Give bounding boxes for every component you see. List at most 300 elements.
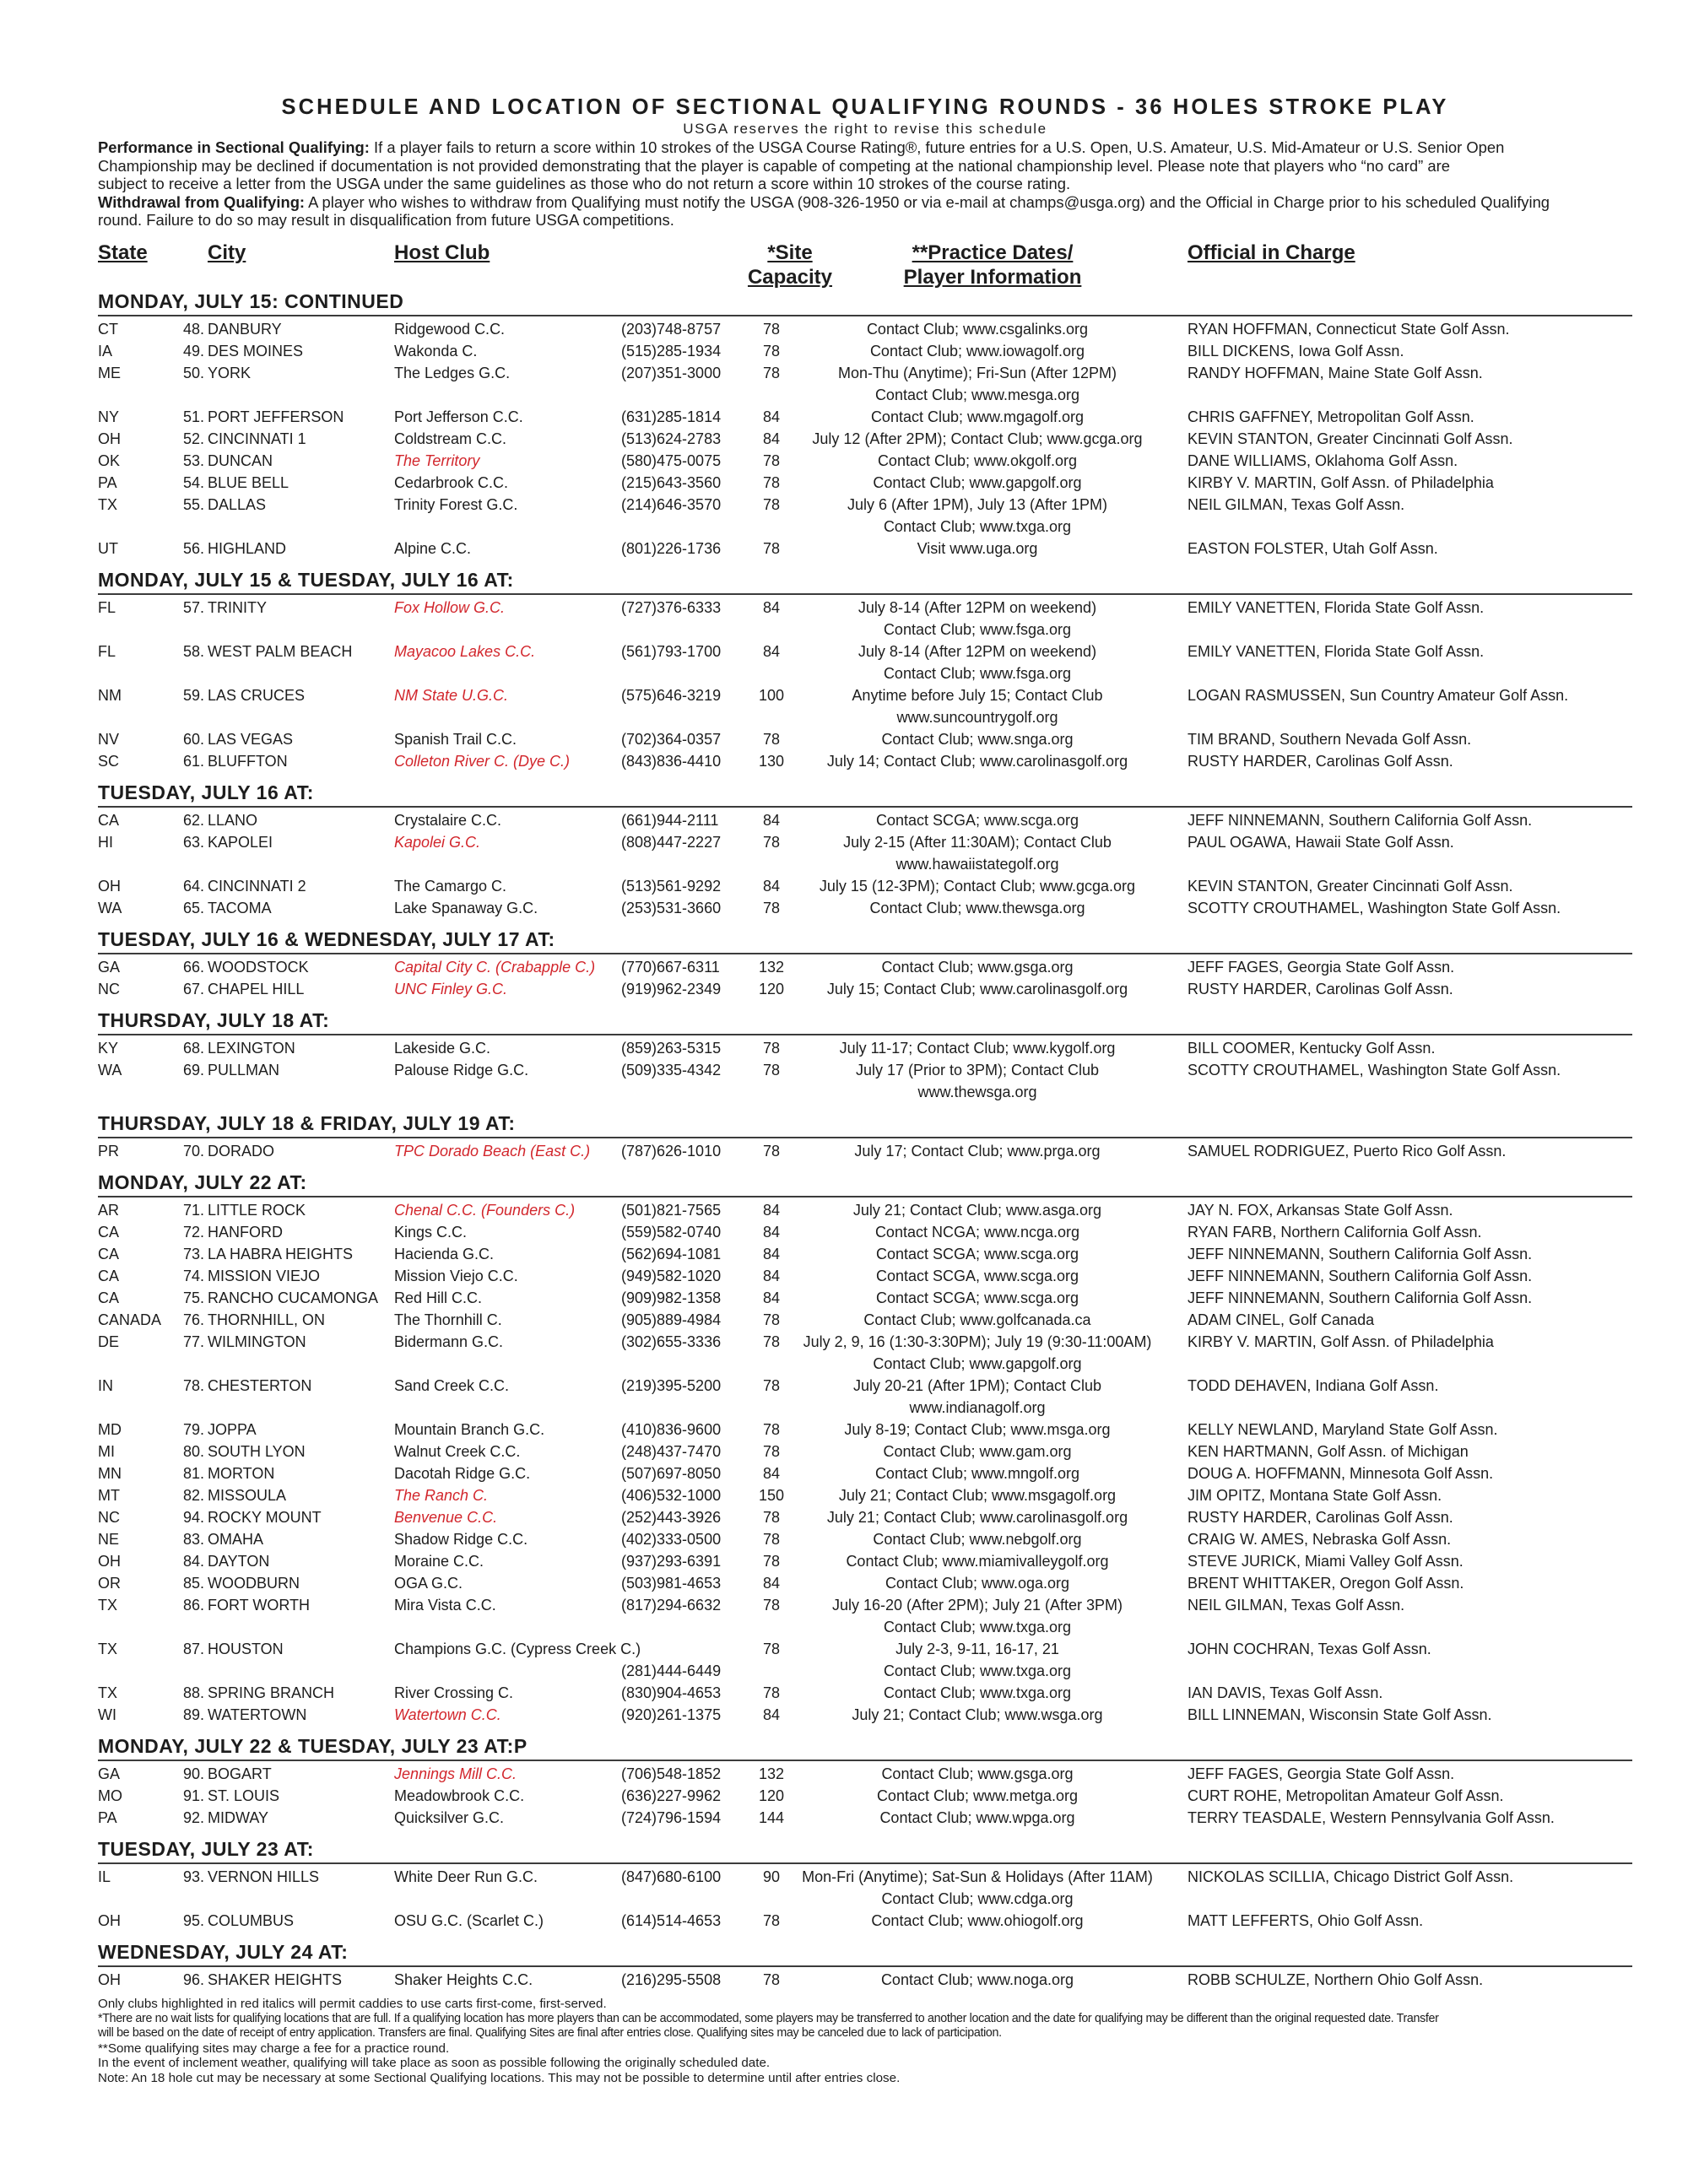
cell-city: DUNCAN — [208, 451, 273, 469]
cell-phone: (575)646-3219 — [621, 686, 722, 704]
cell-practice-info — [783, 1594, 1171, 1638]
column-headers — [98, 241, 1632, 289]
cell-city: OMAHA — [208, 1530, 264, 1548]
cell-state: OH — [98, 1911, 121, 1929]
cell-official: KIRBY V. MARTIN, Golf Assn. of Philadelphia — [1188, 473, 1494, 491]
schedule-sections — [98, 289, 1632, 1991]
cell-practice-info — [783, 1638, 1171, 1682]
cell-host-club: OGA G.C. — [394, 1574, 463, 1592]
cell-site-number: 54. — [182, 473, 204, 491]
practice-line: Contact Club; www.gapgolf.org — [873, 473, 1082, 491]
cell-official: NICKOLAS SCILLIA, Chicago District Golf Assn. — [1188, 1868, 1514, 1885]
cell-site-number: 81. — [182, 1464, 204, 1482]
cell-state: TX — [98, 1684, 118, 1701]
practice-line: Contact Club; www.thewsga.org — [869, 899, 1085, 916]
practice-line: July 17; Contact Club; www.prga.org — [854, 1142, 1101, 1160]
cell-host-club: Watertown C.C. — [394, 1706, 501, 1723]
practice-line: Contact Club; www.nebgolf.org — [873, 1530, 1082, 1548]
cell-official: RYAN FARB, Northern California Golf Assn. — [1188, 1223, 1482, 1241]
cell-host-club: Lakeside G.C. — [394, 1039, 491, 1057]
cell-practice-info — [783, 978, 1171, 1000]
cell-phone: (727)376-6333 — [621, 598, 722, 616]
cell-site-number: 91. — [182, 1787, 204, 1804]
cell-phone: (219)395-5200 — [621, 1376, 722, 1394]
cell-city: MORTON — [208, 1464, 275, 1482]
cell-capacity: 78 — [762, 1311, 781, 1328]
cell-phone: (501)821-7565 — [621, 1201, 722, 1219]
cell-practice-info — [783, 538, 1171, 560]
cell-host-club: Mission Viejo C.C. — [394, 1267, 518, 1284]
cell-host-club: Dacotah Ridge G.C. — [394, 1464, 531, 1482]
cell-practice-info — [783, 831, 1171, 875]
cell-state: GA — [98, 958, 121, 976]
cell-practice-info — [783, 428, 1171, 450]
cell-city: YORK — [208, 364, 252, 381]
cell-official: BILL DICKENS, Iowa Golf Assn. — [1188, 342, 1404, 359]
section-title: WEDNESDAY, JULY 24 AT: — [98, 1940, 1632, 1967]
practice-line: Contact Club; www.txga.org — [883, 1684, 1072, 1701]
cell-phone: (724)796-1594 — [621, 1808, 722, 1826]
cell-capacity: 90 — [762, 1868, 781, 1885]
cell-official: SCOTTY CROUTHAMEL, Washington State Golf Assn. — [1188, 1061, 1561, 1078]
table-row — [98, 406, 1632, 428]
cell-official: TIM BRAND, Southern Nevada Golf Assn. — [1188, 730, 1472, 748]
cell-official: BRENT WHITTAKER, Oregon Golf Assn. — [1188, 1574, 1464, 1592]
cell-host-club: Coldstream C.C. — [394, 430, 507, 447]
cell-state: IA — [98, 342, 113, 359]
cell-practice-info — [783, 684, 1171, 728]
cell-site-number: 73. — [182, 1245, 204, 1262]
cell-city: LLANO — [208, 811, 258, 829]
table-row — [98, 875, 1632, 897]
cell-official: JAY N. FOX, Arkansas State Golf Assn. — [1188, 1201, 1453, 1219]
practice-line: July 2-15 (After 11:30AM); Contact Club — [843, 833, 1112, 851]
cell-host-club: UNC Finley G.C. — [394, 980, 508, 997]
table-row — [98, 1419, 1632, 1441]
cell-site-number: 62. — [182, 811, 204, 829]
cell-state: ME — [98, 364, 121, 381]
practice-line: Contact Club; www.txga.org — [883, 1618, 1072, 1635]
table-row — [98, 1506, 1632, 1528]
cell-practice-info — [783, 1910, 1171, 1932]
cell-capacity: 78 — [762, 1640, 781, 1657]
practice-line: Contact Club; www.txga.org — [883, 517, 1072, 535]
cell-site-number: 96. — [182, 1970, 204, 1988]
cell-city: ROCKY MOUNT — [208, 1508, 322, 1526]
cell-capacity: 78 — [762, 1552, 781, 1570]
practice-line: www.suncountrygolf.org — [896, 708, 1058, 726]
practice-line: Contact SCGA; www.scga.org — [875, 1289, 1079, 1306]
practice-line: Contact Club; www.gsga.org — [881, 1765, 1074, 1782]
cell-capacity: 78 — [762, 539, 781, 557]
cell-host-club: Mayacoo Lakes C.C. — [394, 642, 536, 660]
cell-host-club: Cedarbrook C.C. — [394, 473, 509, 491]
cell-site-number: 51. — [182, 408, 204, 425]
cell-site-number: 56. — [182, 539, 204, 557]
cell-city: MISSOULA — [208, 1486, 287, 1504]
cell-host-club: Chenal C.C. (Founders C.) — [394, 1201, 576, 1219]
cell-capacity: 78 — [762, 730, 781, 748]
cell-site-number: 86. — [182, 1596, 204, 1614]
cell-phone: (631)285-1814 — [621, 408, 722, 425]
cell-capacity: 144 — [758, 1808, 785, 1826]
table-row — [98, 1969, 1632, 1991]
cell-host-club: Mountain Branch G.C. — [394, 1420, 545, 1438]
cell-phone: (770)667-6311 — [621, 958, 720, 976]
table-row — [98, 1785, 1632, 1807]
table-row — [98, 472, 1632, 494]
cell-city: PORT JEFFERSON — [208, 408, 344, 425]
practice-line: Contact Club; www.miamivalleygolf.org — [846, 1552, 1109, 1570]
cell-site-number: 82. — [182, 1486, 204, 1504]
header-capacity — [739, 241, 841, 289]
cell-site-number: 93. — [182, 1868, 204, 1885]
cell-site-number: 70. — [182, 1142, 204, 1160]
cell-practice-info — [783, 1140, 1171, 1162]
cell-host-club: OSU G.C. (Scarlet C.) — [394, 1911, 544, 1929]
cell-site-number: 74. — [182, 1267, 204, 1284]
cell-phone: (859)263-5315 — [621, 1039, 722, 1057]
header-practice — [874, 241, 1111, 289]
cell-official: CURT ROHE, Metropolitan Amateur Golf Assn. — [1188, 1787, 1504, 1804]
practice-line: Contact SCGA; www.scga.org — [875, 1245, 1079, 1262]
cell-state: CANADA — [98, 1311, 162, 1328]
header-capacity-line-2: Capacity — [747, 265, 833, 289]
cell-practice-info — [783, 340, 1171, 362]
schedule-page — [98, 95, 1632, 2086]
practice-line: Visit www.uga.org — [917, 539, 1038, 557]
practice-line: Contact Club; www.golfcanada.ca — [863, 1311, 1091, 1328]
table-row — [98, 1140, 1632, 1162]
cell-official: KIRBY V. MARTIN, Golf Assn. of Philadelphia — [1188, 1333, 1494, 1350]
cell-practice-info — [783, 1506, 1171, 1528]
table-row — [98, 538, 1632, 560]
cell-phone: (252)443-3926 — [621, 1508, 722, 1526]
section-title: MONDAY, JULY 22 AT: — [98, 1170, 1632, 1197]
cell-city: LAS VEGAS — [208, 730, 294, 748]
cell-phone: (402)333-0500 — [621, 1530, 722, 1548]
practice-line: Mon-Fri (Anytime); Sat-Sun & Holidays (After 11AM) — [802, 1868, 1153, 1885]
practice-line: July 17 (Prior to 3PM); Contact Club — [855, 1061, 1100, 1078]
table-row — [98, 1866, 1632, 1910]
cell-state: CT — [98, 320, 118, 338]
cell-state: CA — [98, 1267, 120, 1284]
cell-site-number: 69. — [182, 1061, 204, 1078]
section-rows — [98, 316, 1632, 560]
cell-host-club: Crystalaire C.C. — [394, 811, 502, 829]
practice-line: Contact SCGA, www.scga.org — [875, 1267, 1079, 1284]
cell-city: WATERTOWN — [208, 1706, 307, 1723]
cell-official: JIM OPITZ, Montana State Golf Assn. — [1188, 1486, 1442, 1504]
practice-line: Anytime before July 15; Contact Club — [852, 686, 1103, 704]
table-row — [98, 728, 1632, 750]
section-title: MONDAY, JULY 22 & TUESDAY, JULY 23 AT:P — [98, 1734, 1632, 1761]
cell-site-number: 67. — [182, 980, 204, 997]
page-title: SCHEDULE AND LOCATION OF SECTIONAL QUALIFYING ROUNDS - 36 HOLES STROKE PLAY — [281, 95, 1449, 119]
cell-state: NE — [98, 1530, 120, 1548]
cell-official: JEFF NINNEMANN, Southern California Golf Assn. — [1188, 1289, 1533, 1306]
cell-site-number: 94. — [182, 1508, 204, 1526]
cell-practice-info — [783, 1682, 1171, 1704]
cell-capacity: 78 — [762, 451, 781, 469]
cell-host-club: Champions G.C. (Cypress Creek C.) — [394, 1640, 641, 1657]
cell-city: LITTLE ROCK — [208, 1201, 306, 1219]
cell-official: KELLY NEWLAND, Maryland State Golf Assn. — [1188, 1420, 1498, 1438]
cell-capacity: 78 — [762, 1061, 781, 1078]
cell-practice-info — [783, 1199, 1171, 1221]
cell-site-number: 61. — [182, 752, 204, 770]
cell-city: BLUFFTON — [208, 752, 288, 770]
cell-site-number: 65. — [182, 899, 204, 916]
table-row — [98, 494, 1632, 538]
table-row — [98, 750, 1632, 772]
section-rows — [98, 1197, 1632, 1726]
cell-capacity: 78 — [762, 833, 781, 851]
cell-site-number: 75. — [182, 1289, 204, 1306]
cell-host-club: NM State U.G.C. — [394, 686, 509, 704]
cell-state: PA — [98, 1808, 117, 1826]
cell-city: TACOMA — [208, 899, 272, 916]
cell-phone: (406)532-1000 — [621, 1486, 722, 1504]
cell-city: LEXINGTON — [208, 1039, 295, 1057]
header-official: Official in Charge — [1188, 241, 1355, 264]
cell-phone: (614)514-4653 — [621, 1911, 722, 1929]
cell-state: FL — [98, 642, 116, 660]
practice-line: July 8-19; Contact Club; www.msga.org — [844, 1420, 1111, 1438]
cell-host-club: Kapolei G.C. — [394, 833, 481, 851]
practice-line: July 12 (After 2PM); Contact Club; www.gcga.org — [812, 430, 1143, 447]
cell-city: PULLMAN — [208, 1061, 280, 1078]
table-row — [98, 1704, 1632, 1726]
cell-official: RUSTY HARDER, Carolinas Golf Assn. — [1188, 752, 1453, 770]
practice-line: July 21; Contact Club; www.carolinasgolf.org — [826, 1508, 1128, 1526]
cell-host-club: Palouse Ridge G.C. — [394, 1061, 529, 1078]
cell-city: MISSION VIEJO — [208, 1267, 321, 1284]
practice-line: July 15; Contact Club; www.carolinasgolf.org — [826, 980, 1128, 997]
cell-phone: (808)447-2227 — [621, 833, 722, 851]
cell-capacity: 78 — [762, 1970, 781, 1988]
footnotes — [98, 1997, 1632, 2086]
section-rows — [98, 1138, 1632, 1162]
cell-capacity: 84 — [762, 408, 781, 425]
cell-practice-info — [783, 362, 1171, 406]
cell-city: JOPPA — [208, 1420, 257, 1438]
cell-capacity: 78 — [762, 320, 781, 338]
cell-site-number: 59. — [182, 686, 204, 704]
cell-state: CA — [98, 1223, 120, 1241]
cell-practice-info — [783, 1309, 1171, 1331]
cell-state: OR — [98, 1574, 121, 1592]
practice-line: July 2, 9, 16 (1:30-3:30PM); July 19 (9:30-11:00AM) — [803, 1333, 1152, 1350]
cell-phone: (830)904-4653 — [621, 1684, 722, 1701]
cell-phone: (636)227-9962 — [621, 1787, 722, 1804]
cell-host-club: Ridgewood C.C. — [394, 320, 506, 338]
cell-official: JEFF FAGES, Georgia State Golf Assn. — [1188, 958, 1455, 976]
cell-site-number: 64. — [182, 877, 204, 895]
cell-official: JEFF NINNEMANN, Southern California Golf Assn. — [1188, 1267, 1533, 1284]
cell-official: EASTON FOLSTER, Utah Golf Assn. — [1188, 539, 1438, 557]
cell-site-number: 52. — [182, 430, 204, 447]
cell-state: DE — [98, 1333, 120, 1350]
cell-phone: (216)295-5508 — [621, 1970, 722, 1988]
cell-official: NEIL GILMAN, Texas Golf Assn. — [1188, 1596, 1405, 1614]
cell-practice-info — [783, 406, 1171, 428]
practice-line: Contact SCGA; www.scga.org — [875, 811, 1079, 829]
table-row — [98, 1572, 1632, 1594]
practice-line: Contact NCGA; www.ncga.org — [874, 1223, 1080, 1241]
cell-phone: (513)624-2783 — [621, 430, 722, 447]
cell-capacity: 132 — [758, 1765, 785, 1782]
cell-practice-info — [783, 750, 1171, 772]
cell-capacity: 78 — [762, 1530, 781, 1548]
performance-paragraph — [98, 138, 1632, 193]
practice-line: July 14; Contact Club; www.carolinasgolf.org — [826, 752, 1128, 770]
cell-site-number: 72. — [182, 1223, 204, 1241]
cell-city: HIGHLAND — [208, 539, 287, 557]
footnote-1: Only clubs highlighted in red italics will permit caddies to use carts first-come, first-served. — [98, 1996, 607, 2011]
cell-site-number: 49. — [182, 342, 204, 359]
cell-practice-info — [783, 1243, 1171, 1265]
cell-practice-info — [783, 641, 1171, 684]
cell-capacity: 78 — [762, 1911, 781, 1929]
cell-host-club: Spanish Trail C.C. — [394, 730, 517, 748]
cell-site-number: 68. — [182, 1039, 204, 1057]
practice-line: Contact Club; www.iowagolf.org — [869, 342, 1085, 359]
cell-practice-info — [783, 1550, 1171, 1572]
cell-official: JEFF NINNEMANN, Southern California Golf Assn. — [1188, 811, 1533, 829]
cell-city: CHAPEL HILL — [208, 980, 305, 997]
cell-practice-info — [783, 1037, 1171, 1059]
cell-host-club: Wakonda C. — [394, 342, 478, 359]
cell-practice-info — [783, 897, 1171, 919]
cell-practice-info — [783, 956, 1171, 978]
practice-line: Contact Club; www.gam.org — [883, 1442, 1072, 1460]
cell-state: MN — [98, 1464, 122, 1482]
practice-line: July 20-21 (After 1PM); Contact Club — [852, 1376, 1102, 1394]
cell-city: DALLAS — [208, 495, 267, 513]
cell-phone: (302)655-3336 — [621, 1333, 722, 1350]
practice-line: Mon-Thu (Anytime); Fri-Sun (After 12PM) — [837, 364, 1117, 381]
practice-line: Contact Club; www.txga.org — [883, 1662, 1072, 1679]
cell-city: DANBURY — [208, 320, 282, 338]
section-title: MONDAY, JULY 15 & TUESDAY, JULY 16 AT: — [98, 568, 1632, 595]
practice-line: Contact Club; www.fsga.org — [883, 620, 1072, 638]
practice-line: Contact Club; www.ohiogolf.org — [871, 1911, 1084, 1929]
cell-site-number: 78. — [182, 1376, 204, 1394]
practice-line: www.indianagolf.org — [909, 1398, 1046, 1416]
header-city: City — [208, 241, 246, 264]
footnote-2: *There are no wait lists for qualifying locations that are full. If a qualifying location has more players than can be accommodated, some players may be transferred to another location and the date for qualifying may be different than the original requested date. Transfer — [98, 2011, 1439, 2025]
cell-official: CHRIS GAFFNEY, Metropolitan Golf Assn. — [1188, 408, 1474, 425]
cell-city: WILMINGTON — [208, 1333, 306, 1350]
cell-official: CRAIG W. AMES, Nebraska Golf Assn. — [1188, 1530, 1452, 1548]
cell-phone: (515)285-1934 — [621, 342, 722, 359]
cell-capacity: 78 — [762, 1039, 781, 1057]
table-row — [98, 1484, 1632, 1506]
table-row — [98, 450, 1632, 472]
cell-site-number: 66. — [182, 958, 204, 976]
cell-practice-info — [783, 1763, 1171, 1785]
cell-practice-info — [783, 1059, 1171, 1103]
table-row — [98, 1375, 1632, 1419]
cell-phone: (843)836-4410 — [621, 752, 722, 770]
cell-practice-info — [783, 1969, 1171, 1991]
section-rows — [98, 1864, 1632, 1932]
cell-city: WOODBURN — [208, 1574, 300, 1592]
table-row — [98, 684, 1632, 728]
practice-line: Contact Club; www.wpga.org — [879, 1808, 1075, 1826]
cell-host-club: Moraine C.C. — [394, 1552, 484, 1570]
cell-capacity: 84 — [762, 877, 781, 895]
cell-phone: (207)351-3000 — [621, 364, 722, 381]
cell-capacity: 78 — [762, 342, 781, 359]
practice-line: July 2-3, 9-11, 16-17, 21 — [895, 1640, 1059, 1657]
table-row — [98, 428, 1632, 450]
cell-practice-info — [783, 1419, 1171, 1441]
cell-state: FL — [98, 598, 116, 616]
cell-host-club: The Territory — [394, 451, 480, 469]
cell-official: STEVE JURICK, Miami Valley Golf Assn. — [1188, 1552, 1463, 1570]
table-row — [98, 1265, 1632, 1287]
practice-line: July 8-14 (After 12PM on weekend) — [858, 598, 1097, 616]
cell-host-club: Shaker Heights C.C. — [394, 1970, 533, 1988]
cell-phone: (561)793-1700 — [621, 642, 722, 660]
cell-official: RANDY HOFFMAN, Maine State Golf Assn. — [1188, 364, 1483, 381]
cell-host-club: River Crossing C. — [394, 1684, 514, 1701]
practice-line: Contact Club; www.oga.org — [885, 1574, 1070, 1592]
table-row — [98, 1287, 1632, 1309]
cell-state: NC — [98, 1508, 120, 1526]
cell-city: LA HABRA HEIGHTS — [208, 1245, 354, 1262]
cell-state: UT — [98, 539, 118, 557]
cell-site-number: 87. — [182, 1640, 204, 1657]
cell-official: ROBB SCHULZE, Northern Ohio Golf Assn. — [1188, 1970, 1484, 1988]
cell-state: NY — [98, 408, 120, 425]
cell-host-club: Lake Spanaway G.C. — [394, 899, 538, 916]
cell-phone: (253)531-3660 — [621, 899, 722, 916]
cell-capacity: 78 — [762, 1142, 781, 1160]
table-row — [98, 340, 1632, 362]
cell-site-number: 84. — [182, 1552, 204, 1570]
cell-state: WA — [98, 1061, 122, 1078]
practice-line: Contact Club; www.okgolf.org — [877, 451, 1078, 469]
cell-host-club: Alpine C.C. — [394, 539, 472, 557]
cell-capacity: 84 — [762, 598, 781, 616]
practice-line: July 21; Contact Club; www.msgagolf.org — [838, 1486, 1117, 1504]
cell-capacity: 78 — [762, 1376, 781, 1394]
cell-host-club: Bidermann G.C. — [394, 1333, 504, 1350]
cell-official: IAN DAVIS, Texas Golf Assn. — [1188, 1684, 1383, 1701]
cell-host-club: The Camargo C. — [394, 877, 507, 895]
cell-city: COLUMBUS — [208, 1911, 295, 1929]
footnote-3: will be based on the date of receipt of entry application. Transfers are final. Qualifying Sites are final after entries close. Qualifying sites may be canceled due to lack of participation. — [98, 2026, 1002, 2041]
cell-phone: (702)364-0357 — [621, 730, 722, 748]
cell-official: KEVIN STANTON, Greater Cincinnati Golf Assn. — [1188, 430, 1513, 447]
cell-capacity: 78 — [762, 473, 781, 491]
cell-practice-info — [783, 1704, 1171, 1726]
cell-city: WEST PALM BEACH — [208, 642, 353, 660]
cell-phone: (905)889-4984 — [621, 1311, 722, 1328]
table-row — [98, 1462, 1632, 1484]
cell-phone: (507)697-8050 — [621, 1464, 722, 1482]
cell-city: DAYTON — [208, 1552, 270, 1570]
cell-capacity: 132 — [758, 958, 785, 976]
table-row — [98, 362, 1632, 406]
cell-site-number: 57. — [182, 598, 204, 616]
header-host-club: Host Club — [394, 241, 490, 264]
section-title: MONDAY, JULY 15: CONTINUED — [98, 289, 1632, 316]
practice-line: Contact Club; www.mngolf.org — [874, 1464, 1080, 1482]
